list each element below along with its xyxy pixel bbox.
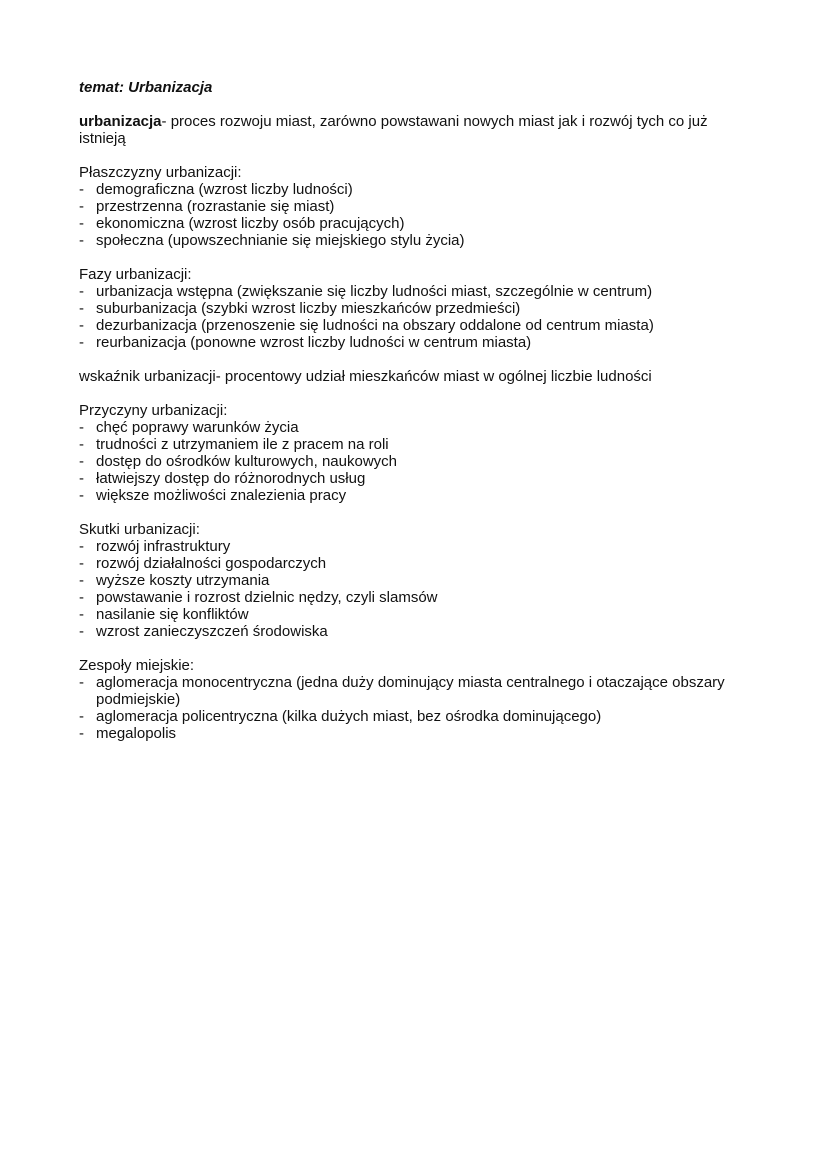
list-item: - ekonomiczna (wzrost liczby osób pracujących) <box>79 215 405 232</box>
section-heading: Skutki urbanizacji: <box>79 521 200 538</box>
definition-text: - proces rozwoju miast, zarówno powstawani nowych miast jak i rozwój tych co już istnieją <box>79 113 708 147</box>
list-item: - łatwiejszy dostęp do różnorodnych usług <box>79 470 366 487</box>
list-item: - aglomeracja monocentryczna (jedna duży dominujący miasta centralnego i otaczające obszary podmiejskie) <box>79 674 725 708</box>
section-effects <box>79 521 758 640</box>
section-phases <box>79 266 758 351</box>
section-heading: Fazy urbanizacji: <box>79 266 192 283</box>
list-item: - dostęp do ośrodków kulturowych, naukowych <box>79 453 397 470</box>
list-item: - megalopolis <box>79 725 177 742</box>
bullet-list <box>79 181 758 249</box>
list-item: - dezurbanizacja (przenoszenie się ludności na obszary oddalone od centrum miasta) <box>79 317 654 334</box>
definition-paragraph <box>79 113 758 147</box>
bullet-list <box>79 538 758 640</box>
list-item: - przestrzenna (rozrastanie się miast) <box>79 198 335 215</box>
list-item: - aglomeracja policentryczna (kilka dużych miast, bez ośrodka dominującego) <box>79 708 602 725</box>
bullet-list <box>79 419 758 504</box>
section-urban-complexes <box>79 657 758 742</box>
section-causes <box>79 402 758 504</box>
list-item: - większe możliwości znalezienia pracy <box>79 487 347 504</box>
list-item: - wzrost zanieczyszczeń środowiska <box>79 623 328 640</box>
list-item: - społeczna (upowszechnianie się miejskiego stylu życia) <box>79 232 465 249</box>
list-item: - powstawanie i rozrost dzielnic nędzy, czyli slamsów <box>79 589 438 606</box>
definition-term: urbanizacja <box>79 113 162 130</box>
bullet-list <box>79 283 758 351</box>
list-item: - trudności z utrzymaniem ile z pracem na roli <box>79 436 389 453</box>
list-item: - chęć poprawy warunków życia <box>79 419 299 436</box>
bullet-list <box>79 674 758 742</box>
indicator-line: wskaźnik urbanizacji- procentowy udział mieszkańców miast w ogólnej liczbie ludności <box>79 368 652 385</box>
list-item: - demograficzna (wzrost liczby ludności) <box>79 181 353 198</box>
section-heading: Przyczyny urbanizacji: <box>79 402 228 419</box>
list-item: - rozwój infrastruktury <box>79 538 231 555</box>
section-planes <box>79 164 758 249</box>
section-heading: Zespoły miejskie: <box>79 657 195 674</box>
list-item: - suburbanizacja (szybki wzrost liczby mieszkańców przedmieści) <box>79 300 521 317</box>
list-item: - wyższe koszty utrzymania <box>79 572 270 589</box>
list-item: - nasilanie się konfliktów <box>79 606 249 623</box>
section-heading: Płaszczyzny urbanizacji: <box>79 164 242 181</box>
list-item: - reurbanizacja (ponowne wzrost liczby ludności w centrum miasta) <box>79 334 532 351</box>
list-item: - urbanizacja wstępna (zwiększanie się liczby ludności miast, szczególnie w centrum) <box>79 283 653 300</box>
list-item: - rozwój działalności gospodarczych <box>79 555 327 572</box>
document-title: temat: Urbanizacja <box>79 79 213 96</box>
